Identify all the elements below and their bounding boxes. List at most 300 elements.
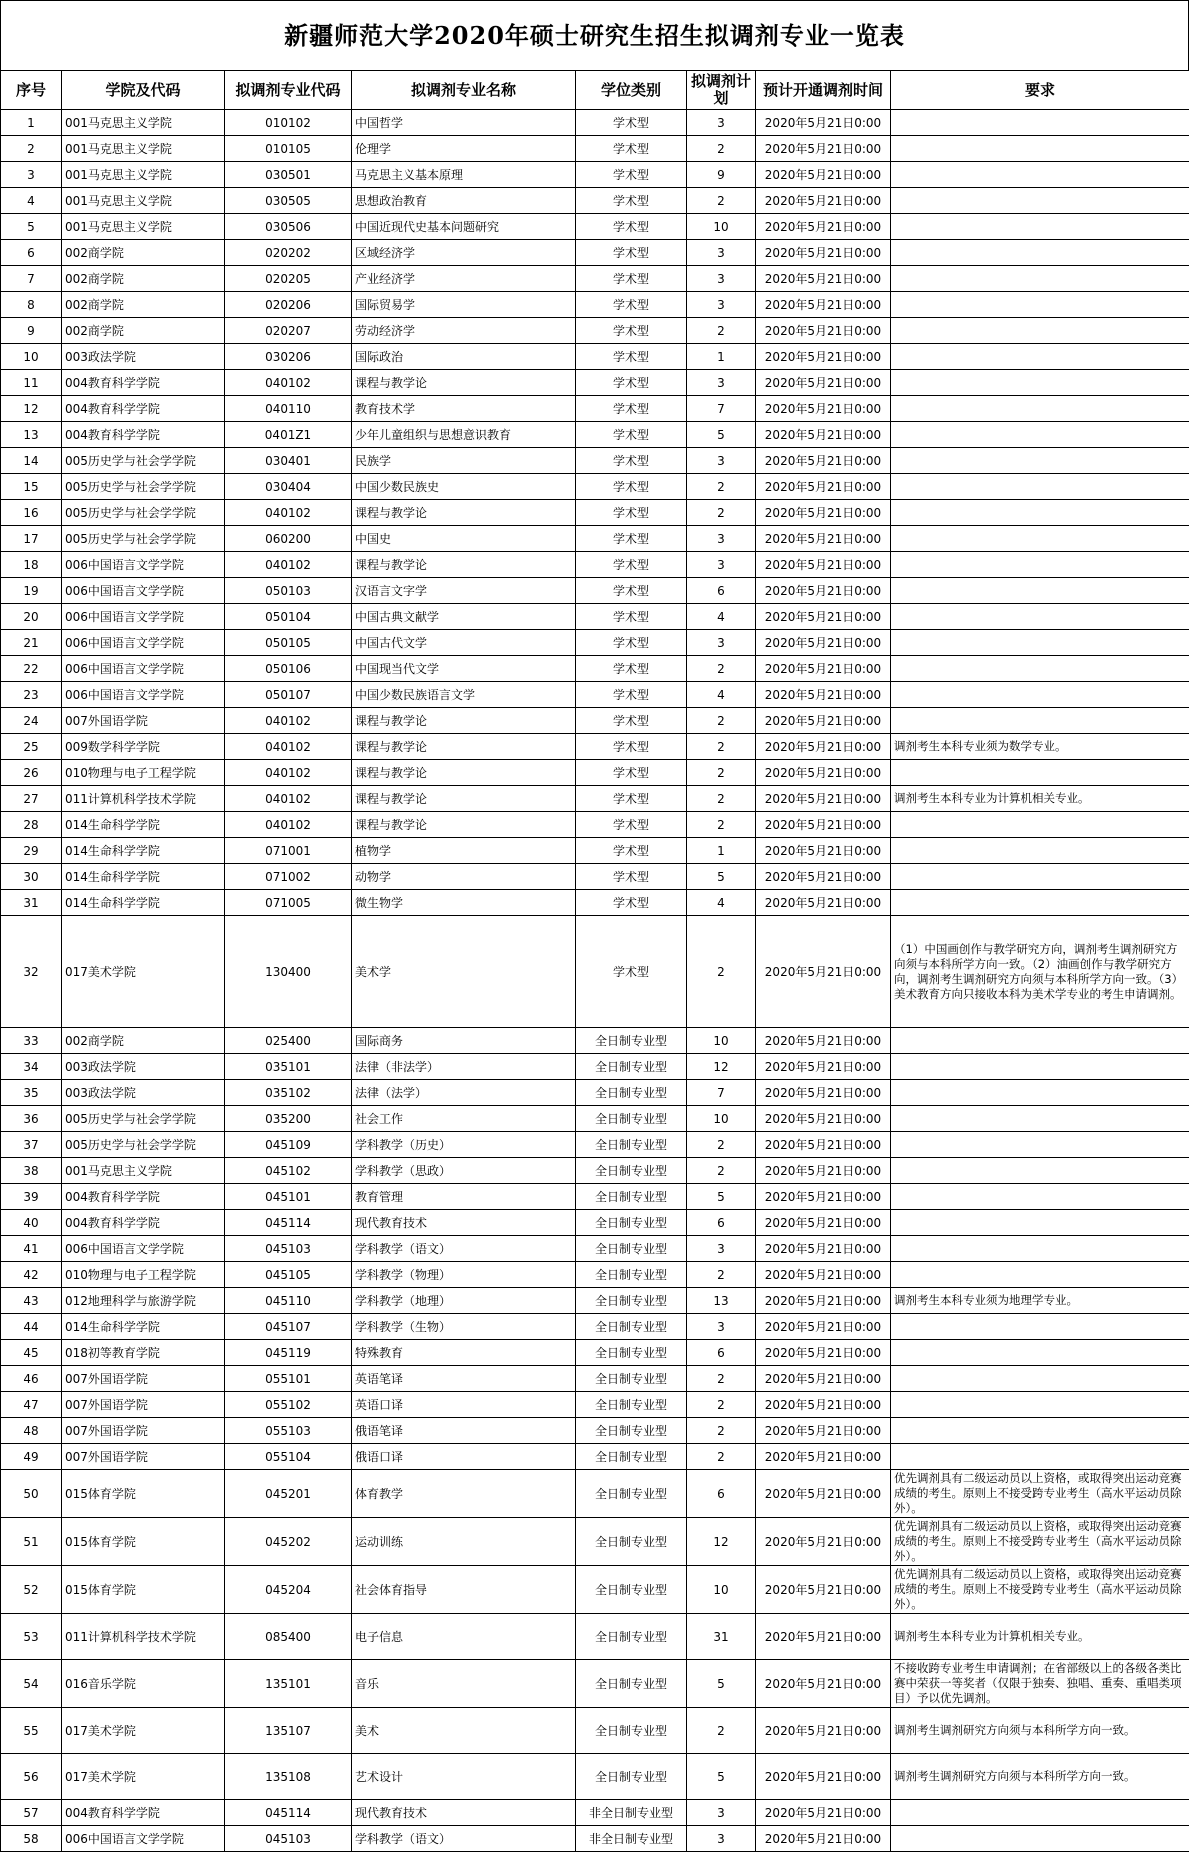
table-row: [1, 734, 1189, 760]
cell-college: 017美术学院: [62, 1754, 225, 1800]
cell-time: 2020年5月21日0:00: [756, 526, 891, 552]
cell-plan: 2: [687, 474, 756, 500]
cell-time: 2020年5月21日0:00: [756, 474, 891, 500]
cell-plan: 3: [687, 526, 756, 552]
cell-plan: 7: [687, 396, 756, 422]
table-row: [1, 1210, 1189, 1236]
cell-time: 2020年5月21日0:00: [756, 1418, 891, 1444]
table-row: [1, 422, 1189, 448]
cell-time: 2020年5月21日0:00: [756, 1288, 891, 1314]
cell-time: 2020年5月21日0:00: [756, 1470, 891, 1518]
cell-req: [891, 1314, 1189, 1340]
cell-time: 2020年5月21日0:00: [756, 1028, 891, 1054]
cell-college: 014生命科学学院: [62, 864, 225, 890]
table-row: [1, 214, 1189, 240]
header-name: 拟调剂专业名称: [352, 71, 576, 110]
cell-college: 006中国语言文学学院: [62, 552, 225, 578]
cell-seq: 45: [1, 1340, 62, 1366]
header-plan: 拟调剂计划: [687, 71, 756, 110]
cell-time: 2020年5月21日0:00: [756, 578, 891, 604]
table-row: [1, 1288, 1189, 1314]
cell-type: 学术型: [576, 474, 687, 500]
cell-code: 071002: [225, 864, 352, 890]
cell-plan: 3: [687, 1314, 756, 1340]
table-row: [1, 474, 1189, 500]
cell-code: 055104: [225, 1444, 352, 1470]
cell-req: 调剂考生本科专业须为地理学专业。: [891, 1288, 1189, 1314]
cell-code: 040110: [225, 396, 352, 422]
cell-plan: 6: [687, 1210, 756, 1236]
cell-req: [891, 370, 1189, 396]
cell-plan: 2: [687, 1418, 756, 1444]
cell-plan: 2: [687, 1132, 756, 1158]
cell-req: [891, 604, 1189, 630]
cell-college: 002商学院: [62, 292, 225, 318]
cell-time: 2020年5月21日0:00: [756, 500, 891, 526]
cell-plan: 31: [687, 1614, 756, 1660]
cell-time: 2020年5月21日0:00: [756, 1366, 891, 1392]
cell-code: 130400: [225, 916, 352, 1028]
cell-type: 全日制专业型: [576, 1392, 687, 1418]
header-req: 要求: [891, 71, 1189, 110]
table-row: [1, 630, 1189, 656]
cell-req: [891, 578, 1189, 604]
table-row: [1, 292, 1189, 318]
cell-type: 全日制专业型: [576, 1236, 687, 1262]
cell-code: 050103: [225, 578, 352, 604]
cell-seq: 12: [1, 396, 62, 422]
cell-college: 011计算机科学技术学院: [62, 786, 225, 812]
cell-req: [891, 214, 1189, 240]
cell-req: [891, 500, 1189, 526]
cell-seq: 21: [1, 630, 62, 656]
cell-seq: 52: [1, 1566, 62, 1614]
cell-seq: 35: [1, 1080, 62, 1106]
cell-plan: 5: [687, 1754, 756, 1800]
cell-code: 045109: [225, 1132, 352, 1158]
cell-seq: 32: [1, 916, 62, 1028]
cell-college: 005历史学与社会学学院: [62, 448, 225, 474]
cell-time: 2020年5月21日0:00: [756, 1392, 891, 1418]
cell-seq: 43: [1, 1288, 62, 1314]
cell-time: 2020年5月21日0:00: [756, 890, 891, 916]
table-row: [1, 188, 1189, 214]
cell-plan: 5: [687, 422, 756, 448]
cell-type: 学术型: [576, 812, 687, 838]
cell-req: 优先调剂具有二级运动员以上资格，或取得突出运动竞赛成绩的考生。原则上不接受跨专业考生（高水平运动员除外）。: [891, 1470, 1189, 1518]
cell-plan: 2: [687, 1158, 756, 1184]
table-row: [1, 1158, 1189, 1184]
header-college: 学院及代码: [62, 71, 225, 110]
cell-code: 040102: [225, 370, 352, 396]
cell-college: 012地理科学与旅游学院: [62, 1288, 225, 1314]
cell-time: 2020年5月21日0:00: [756, 1444, 891, 1470]
cell-plan: 10: [687, 1106, 756, 1132]
cell-college: 002商学院: [62, 240, 225, 266]
cell-name: 音乐: [352, 1660, 576, 1708]
cell-time: 2020年5月21日0:00: [756, 682, 891, 708]
cell-seq: 27: [1, 786, 62, 812]
cell-name: 汉语言文字学: [352, 578, 576, 604]
cell-plan: 3: [687, 292, 756, 318]
cell-type: 学术型: [576, 630, 687, 656]
cell-college: 001马克思主义学院: [62, 214, 225, 240]
cell-code: 035102: [225, 1080, 352, 1106]
cell-name: 俄语口译: [352, 1444, 576, 1470]
cell-seq: 49: [1, 1444, 62, 1470]
table-row: [1, 1754, 1189, 1800]
cell-time: 2020年5月21日0:00: [756, 1518, 891, 1566]
cell-plan: 7: [687, 1080, 756, 1106]
cell-name: 学科教学（地理）: [352, 1288, 576, 1314]
cell-plan: 3: [687, 630, 756, 656]
cell-college: 007外国语学院: [62, 1392, 225, 1418]
cell-plan: 12: [687, 1054, 756, 1080]
cell-college: 006中国语言文学学院: [62, 682, 225, 708]
cell-req: [891, 448, 1189, 474]
cell-req: [891, 1366, 1189, 1392]
cell-college: 007外国语学院: [62, 1418, 225, 1444]
cell-seq: 42: [1, 1262, 62, 1288]
cell-seq: 2: [1, 136, 62, 162]
cell-req: [891, 1054, 1189, 1080]
cell-name: 中国少数民族语言文学: [352, 682, 576, 708]
cell-name: 学科教学（物理）: [352, 1262, 576, 1288]
cell-type: 学术型: [576, 266, 687, 292]
cell-college: 004教育科学学院: [62, 422, 225, 448]
cell-plan: 10: [687, 1028, 756, 1054]
cell-time: 2020年5月21日0:00: [756, 1236, 891, 1262]
cell-req: [891, 188, 1189, 214]
cell-code: 085400: [225, 1614, 352, 1660]
cell-name: 劳动经济学: [352, 318, 576, 344]
cell-name: 社会体育指导: [352, 1566, 576, 1614]
cell-req: [891, 1826, 1189, 1852]
cell-time: 2020年5月21日0:00: [756, 1106, 891, 1132]
cell-college: 006中国语言文学学院: [62, 604, 225, 630]
cell-time: 2020年5月21日0:00: [756, 604, 891, 630]
cell-req: [891, 630, 1189, 656]
cell-name: 电子信息: [352, 1614, 576, 1660]
header-type: 学位类别: [576, 71, 687, 110]
cell-name: 民族学: [352, 448, 576, 474]
cell-seq: 15: [1, 474, 62, 500]
table-row: [1, 604, 1189, 630]
cell-name: 法律（法学）: [352, 1080, 576, 1106]
cell-plan: 4: [687, 890, 756, 916]
cell-seq: 18: [1, 552, 62, 578]
cell-seq: 38: [1, 1158, 62, 1184]
cell-code: 050107: [225, 682, 352, 708]
table-row: [1, 786, 1189, 812]
cell-time: 2020年5月21日0:00: [756, 318, 891, 344]
cell-time: 2020年5月21日0:00: [756, 786, 891, 812]
table-row: [1, 708, 1189, 734]
cell-college: 014生命科学学院: [62, 890, 225, 916]
cell-name: 思想政治教育: [352, 188, 576, 214]
cell-name: 中国古典文献学: [352, 604, 576, 630]
cell-time: 2020年5月21日0:00: [756, 656, 891, 682]
table-body: [1, 110, 1189, 1852]
cell-seq: 51: [1, 1518, 62, 1566]
cell-seq: 9: [1, 318, 62, 344]
cell-name: 国际贸易学: [352, 292, 576, 318]
cell-college: 014生命科学学院: [62, 812, 225, 838]
cell-seq: 20: [1, 604, 62, 630]
cell-time: 2020年5月21日0:00: [756, 1340, 891, 1366]
cell-name: 学科教学（语文）: [352, 1236, 576, 1262]
cell-plan: 2: [687, 136, 756, 162]
cell-code: 045201: [225, 1470, 352, 1518]
cell-req: [891, 1236, 1189, 1262]
cell-college: 009数学科学学院: [62, 734, 225, 760]
cell-type: 学术型: [576, 318, 687, 344]
cell-name: 马克思主义基本原理: [352, 162, 576, 188]
table-row: [1, 344, 1189, 370]
cell-college: 015体育学院: [62, 1518, 225, 1566]
cell-seq: 7: [1, 266, 62, 292]
cell-name: 学科教学（语文）: [352, 1826, 576, 1852]
cell-seq: 47: [1, 1392, 62, 1418]
cell-time: 2020年5月21日0:00: [756, 1826, 891, 1852]
cell-plan: 9: [687, 162, 756, 188]
cell-time: 2020年5月21日0:00: [756, 1754, 891, 1800]
cell-college: 007外国语学院: [62, 1366, 225, 1392]
cell-name: 中国古代文学: [352, 630, 576, 656]
cell-seq: 39: [1, 1184, 62, 1210]
cell-seq: 56: [1, 1754, 62, 1800]
cell-name: 现代教育技术: [352, 1800, 576, 1826]
cell-req: [891, 552, 1189, 578]
cell-type: 全日制专业型: [576, 1314, 687, 1340]
table-row: [1, 1470, 1189, 1518]
table-row: [1, 396, 1189, 422]
cell-plan: 1: [687, 344, 756, 370]
cell-seq: 40: [1, 1210, 62, 1236]
cell-seq: 11: [1, 370, 62, 396]
cell-name: 学科教学（生物）: [352, 1314, 576, 1340]
cell-name: 中国少数民族史: [352, 474, 576, 500]
cell-college: 001马克思主义学院: [62, 162, 225, 188]
cell-plan: 3: [687, 1800, 756, 1826]
table-row: [1, 682, 1189, 708]
cell-plan: 10: [687, 1566, 756, 1614]
cell-college: 002商学院: [62, 266, 225, 292]
cell-code: 0401Z1: [225, 422, 352, 448]
cell-seq: 46: [1, 1366, 62, 1392]
cell-code: 025400: [225, 1028, 352, 1054]
cell-time: 2020年5月21日0:00: [756, 1158, 891, 1184]
header-time: 预计开通调剂时间: [756, 71, 891, 110]
cell-name: 社会工作: [352, 1106, 576, 1132]
cell-college: 014生命科学学院: [62, 1314, 225, 1340]
cell-type: 学术型: [576, 760, 687, 786]
cell-type: 学术型: [576, 786, 687, 812]
cell-type: 学术型: [576, 110, 687, 136]
cell-time: 2020年5月21日0:00: [756, 214, 891, 240]
table-row: [1, 1340, 1189, 1366]
cell-code: 045107: [225, 1314, 352, 1340]
cell-type: 学术型: [576, 682, 687, 708]
cell-plan: 13: [687, 1288, 756, 1314]
cell-plan: 6: [687, 1340, 756, 1366]
cell-req: [891, 526, 1189, 552]
cell-code: 050105: [225, 630, 352, 656]
cell-time: 2020年5月21日0:00: [756, 266, 891, 292]
cell-plan: 2: [687, 1366, 756, 1392]
cell-type: 学术型: [576, 422, 687, 448]
table-row: [1, 916, 1189, 1028]
cell-req: [891, 318, 1189, 344]
cell-time: 2020年5月21日0:00: [756, 136, 891, 162]
cell-type: 全日制专业型: [576, 1184, 687, 1210]
cell-plan: 12: [687, 1518, 756, 1566]
cell-req: 调剂考生调剂研究方向须与本科所学方向一致。: [891, 1708, 1189, 1754]
cell-college: 002商学院: [62, 1028, 225, 1054]
cell-type: 学术型: [576, 734, 687, 760]
cell-plan: 3: [687, 552, 756, 578]
cell-req: [891, 760, 1189, 786]
cell-code: 040102: [225, 500, 352, 526]
cell-college: 004教育科学学院: [62, 1800, 225, 1826]
cell-code: 055101: [225, 1366, 352, 1392]
cell-plan: 2: [687, 656, 756, 682]
cell-name: 课程与教学论: [352, 370, 576, 396]
cell-type: 全日制专业型: [576, 1566, 687, 1614]
table-row: [1, 1566, 1189, 1614]
adjustment-table: [0, 70, 1189, 1852]
table-row: [1, 1028, 1189, 1054]
cell-seq: 22: [1, 656, 62, 682]
cell-time: 2020年5月21日0:00: [756, 1314, 891, 1340]
table-row: [1, 1708, 1189, 1754]
cell-name: 英语笔译: [352, 1366, 576, 1392]
table-row: [1, 110, 1189, 136]
cell-time: 2020年5月21日0:00: [756, 1708, 891, 1754]
table-row: [1, 1392, 1189, 1418]
cell-code: 045110: [225, 1288, 352, 1314]
table-row: [1, 1132, 1189, 1158]
cell-code: 040102: [225, 812, 352, 838]
cell-name: 国际商务: [352, 1028, 576, 1054]
cell-code: 030501: [225, 162, 352, 188]
cell-seq: 25: [1, 734, 62, 760]
cell-college: 017美术学院: [62, 1708, 225, 1754]
cell-type: 学术型: [576, 344, 687, 370]
cell-code: 045105: [225, 1262, 352, 1288]
cell-name: 课程与教学论: [352, 760, 576, 786]
cell-name: 植物学: [352, 838, 576, 864]
cell-name: 美术: [352, 1708, 576, 1754]
cell-seq: 37: [1, 1132, 62, 1158]
table-row: [1, 1236, 1189, 1262]
cell-type: 学术型: [576, 890, 687, 916]
cell-name: 中国哲学: [352, 110, 576, 136]
cell-time: 2020年5月21日0:00: [756, 1210, 891, 1236]
cell-plan: 4: [687, 604, 756, 630]
cell-college: 018初等教育学院: [62, 1340, 225, 1366]
cell-college: 005历史学与社会学学院: [62, 1132, 225, 1158]
cell-type: 全日制专业型: [576, 1262, 687, 1288]
cell-college: 003政法学院: [62, 344, 225, 370]
cell-plan: 3: [687, 370, 756, 396]
cell-name: 体育教学: [352, 1470, 576, 1518]
cell-college: 005历史学与社会学学院: [62, 474, 225, 500]
table-row: [1, 448, 1189, 474]
cell-time: 2020年5月21日0:00: [756, 1054, 891, 1080]
cell-name: 学科教学（历史）: [352, 1132, 576, 1158]
cell-code: 050104: [225, 604, 352, 630]
table-row: [1, 1418, 1189, 1444]
cell-college: 015体育学院: [62, 1470, 225, 1518]
table-row: [1, 864, 1189, 890]
table-row: [1, 162, 1189, 188]
cell-name: 课程与教学论: [352, 708, 576, 734]
cell-seq: 57: [1, 1800, 62, 1826]
cell-req: （1）中国画创作与教学研究方向，调剂考生调剂研究方向须与本科所学方向一致。（2）油画创作与教学研究方向，调剂考生调剂研究方向须与本科所学方向一致。（3）美术教育方向只接收本科为美术学专业的考生申请调剂。: [891, 916, 1189, 1028]
cell-req: 调剂考生本科专业为计算机相关专业。: [891, 786, 1189, 812]
cell-seq: 8: [1, 292, 62, 318]
cell-plan: 2: [687, 916, 756, 1028]
cell-seq: 6: [1, 240, 62, 266]
cell-college: 001马克思主义学院: [62, 188, 225, 214]
cell-college: 006中国语言文学学院: [62, 1236, 225, 1262]
cell-name: 伦理学: [352, 136, 576, 162]
cell-type: 全日制专业型: [576, 1614, 687, 1660]
cell-seq: 16: [1, 500, 62, 526]
cell-type: 全日制专业型: [576, 1418, 687, 1444]
cell-code: 040102: [225, 552, 352, 578]
cell-seq: 4: [1, 188, 62, 214]
cell-type: 全日制专业型: [576, 1210, 687, 1236]
cell-type: 全日制专业型: [576, 1444, 687, 1470]
cell-name: 课程与教学论: [352, 786, 576, 812]
cell-req: [891, 344, 1189, 370]
cell-req: 优先调剂具有二级运动员以上资格，或取得突出运动竞赛成绩的考生。原则上不接受跨专业考生（高水平运动员除外）。: [891, 1566, 1189, 1614]
cell-college: 006中国语言文学学院: [62, 1826, 225, 1852]
cell-req: [891, 162, 1189, 188]
cell-time: 2020年5月21日0:00: [756, 344, 891, 370]
cell-college: 017美术学院: [62, 916, 225, 1028]
cell-plan: 2: [687, 786, 756, 812]
cell-time: 2020年5月21日0:00: [756, 1132, 891, 1158]
cell-code: 040102: [225, 708, 352, 734]
cell-college: 001马克思主义学院: [62, 136, 225, 162]
cell-code: 035200: [225, 1106, 352, 1132]
table-row: [1, 1184, 1189, 1210]
cell-time: 2020年5月21日0:00: [756, 1800, 891, 1826]
cell-type: 学术型: [576, 916, 687, 1028]
cell-code: 030506: [225, 214, 352, 240]
cell-time: 2020年5月21日0:00: [756, 162, 891, 188]
cell-code: 045204: [225, 1566, 352, 1614]
cell-seq: 17: [1, 526, 62, 552]
table-row: [1, 1800, 1189, 1826]
cell-name: 英语口译: [352, 1392, 576, 1418]
cell-type: 学术型: [576, 552, 687, 578]
cell-seq: 24: [1, 708, 62, 734]
cell-college: 006中国语言文学学院: [62, 578, 225, 604]
cell-code: 040102: [225, 760, 352, 786]
cell-time: 2020年5月21日0:00: [756, 1614, 891, 1660]
cell-req: [891, 1132, 1189, 1158]
cell-code: 055103: [225, 1418, 352, 1444]
cell-name: 中国现当代文学: [352, 656, 576, 682]
cell-code: 030404: [225, 474, 352, 500]
cell-name: 中国近现代史基本问题研究: [352, 214, 576, 240]
cell-req: [891, 1418, 1189, 1444]
cell-req: [891, 1444, 1189, 1470]
